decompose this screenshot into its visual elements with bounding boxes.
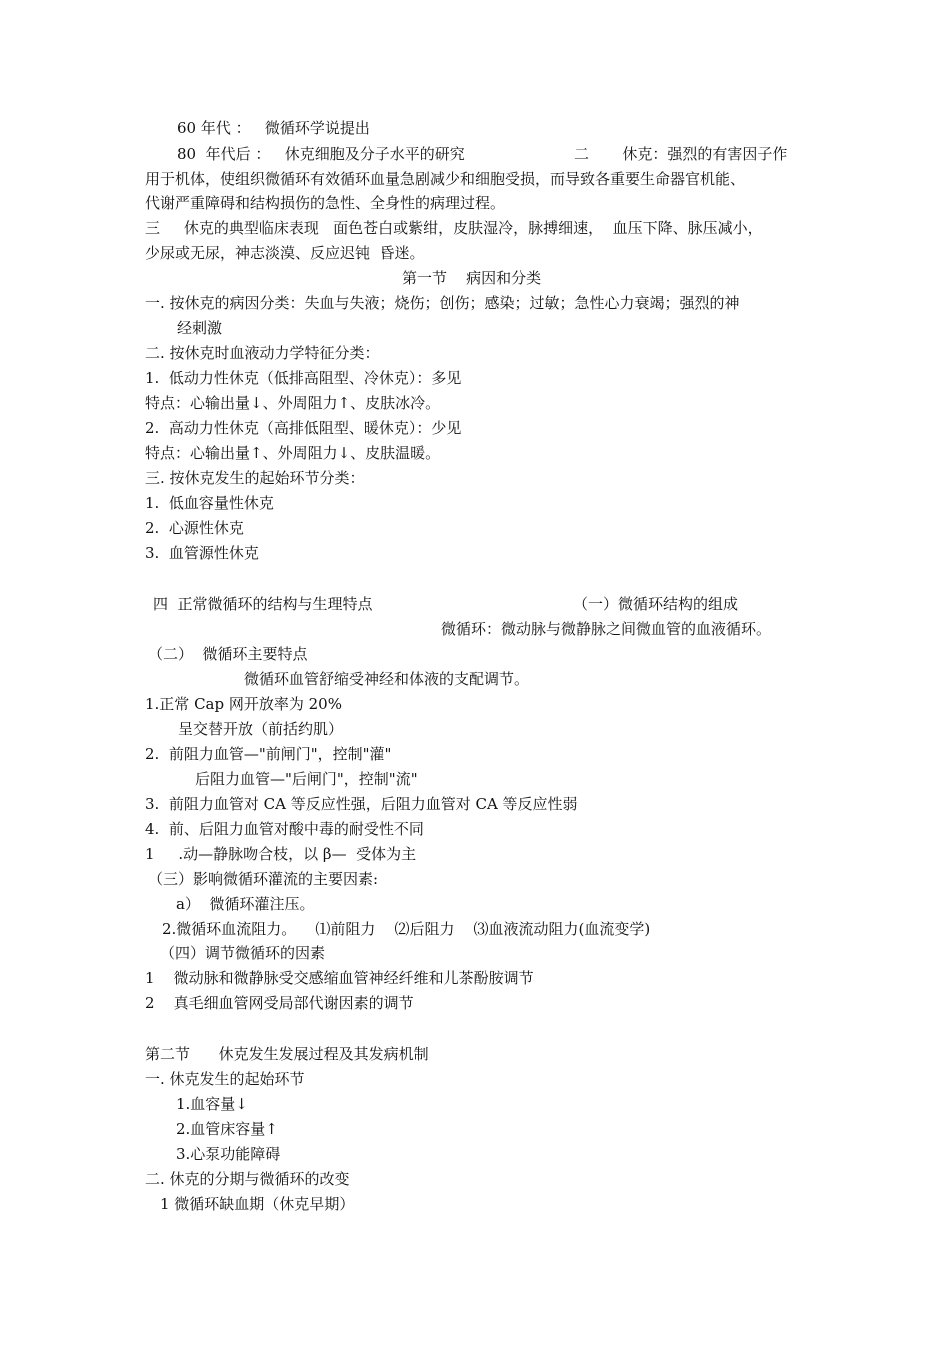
text-line: 80 年代后 ： 休克细胞及分子水平的研究 bbox=[177, 145, 465, 163]
text-line: 60 年代 ： 微循环学说提出 bbox=[177, 119, 370, 137]
text-line: （三）影响微循环灌流的主要因素: bbox=[148, 870, 379, 888]
text-line: 一. 休克发生的起始环节 bbox=[145, 1070, 305, 1088]
text-line: 特点：心输出量↓、外周阻力↑、皮肤冰冷。 bbox=[145, 394, 441, 412]
text-line: 2. 高动力性休克（高排低阻型、暖休克）：少见 bbox=[145, 419, 462, 437]
text-line: 1.血容量↓ bbox=[176, 1095, 248, 1113]
text-line: （二） 微循环主要特点 bbox=[148, 645, 308, 663]
text-line: 2.血管床容量↑ bbox=[176, 1120, 278, 1138]
text-line: 一. 按休克的病因分类：失血与失液；烧伤；创伤；感染；过敏；急性心力衰竭；强烈的神 bbox=[145, 294, 740, 312]
text-line: 1.正常 Cap 网开放率为 20% bbox=[145, 695, 342, 713]
text-line: 2 真毛细血管网受局部代谢因素的调节 bbox=[145, 994, 414, 1012]
text-line: 2. 前阻力血管—"前闸门"，控制"灌" bbox=[145, 745, 392, 763]
text-line: 少尿或无尿，神志淡漠、反应迟钝 昏迷。 bbox=[145, 244, 425, 262]
text-line: 3. 前阻力血管对 CA 等反应性强，后阻力血管对 CA 等反应性弱 bbox=[145, 795, 578, 813]
text-line: 二. 按休克时血液动力学特征分类： bbox=[145, 344, 380, 362]
text-line: 1 微循环缺血期（休克早期） bbox=[160, 1195, 355, 1213]
text-line: 二 休克：强烈的有害因子作 bbox=[574, 145, 788, 163]
text-line: 三 休克的典型临床表现 面色苍白或紫绀，皮肤湿冷，脉搏细速， 血压下降、脉压减小， bbox=[145, 219, 763, 237]
text-line: 2.微循环血流阻力。 ⑴前阻力 ⑵后阻力 ⑶血液流动阻力(血流变学) bbox=[162, 920, 651, 938]
text-line: 微循环血管舒缩受神经和体液的支配调节。 bbox=[244, 670, 530, 688]
text-line: 1. 低动力性休克（低排高阻型、冷休克）：多见 bbox=[145, 369, 462, 387]
text-line: 三. 按休克发生的起始环节分类： bbox=[145, 469, 365, 487]
text-line: 二. 休克的分期与微循环的改变 bbox=[145, 1170, 350, 1188]
text-line: 1. 低血容量性休克 bbox=[145, 494, 274, 512]
text-line: （一）微循环结构的组成 bbox=[573, 595, 739, 613]
text-line: 1 .动—静脉吻合枝，以 β— 受体为主 bbox=[145, 845, 417, 863]
text-line: 3. 血管源性休克 bbox=[145, 544, 259, 562]
text-line: 用于机体，使组织微循环有效循环血量急剧减少和细胞受损，而导致各重要生命器官机能、 bbox=[145, 170, 746, 188]
text-line: 4. 前、后阻力血管对酸中毒的耐受性不同 bbox=[145, 820, 424, 838]
text-line: 呈交替开放（前括约肌） bbox=[178, 720, 344, 738]
text-line: 代谢严重障碍和结构损伤的急性、全身性的病理过程。 bbox=[145, 194, 506, 212]
text-line: a） 微循环灌注压。 bbox=[176, 895, 315, 913]
text-line: 2. 心源性休克 bbox=[145, 519, 244, 537]
text-line: 特点：心输出量↑、外周阻力↓、皮肤温暖。 bbox=[145, 444, 441, 462]
section-heading: 第一节 病因和分类 bbox=[402, 269, 542, 287]
text-line: 3.心泵功能障碍 bbox=[176, 1145, 281, 1163]
text-line: 经刺激 bbox=[177, 319, 223, 337]
text-line: 微循环：微动脉与微静脉之间微血管的血液循环。 bbox=[441, 620, 772, 638]
text-line: 四 正常微循环的结构与生理特点 bbox=[153, 595, 373, 613]
text-line: 后阻力血管—"后闸门"，控制"流" bbox=[195, 770, 418, 788]
text-line: 1 微动脉和微静脉受交感缩血管神经纤维和儿茶酚胺调节 bbox=[145, 969, 534, 987]
text-line: （四）调节微循环的因素 bbox=[160, 944, 326, 962]
section-heading: 第二节 休克发生发展过程及其发病机制 bbox=[145, 1045, 429, 1063]
